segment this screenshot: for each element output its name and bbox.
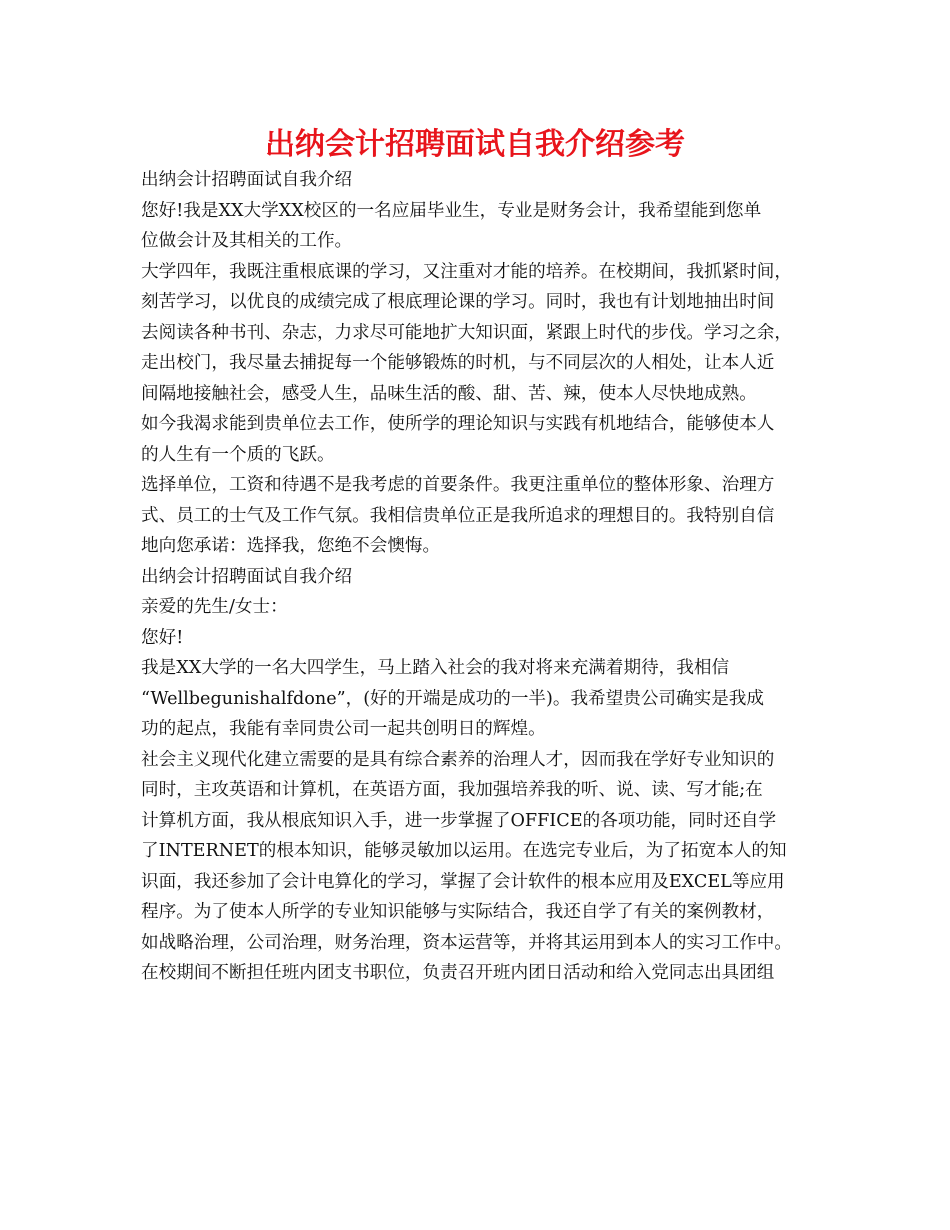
text-line: 社会主义现代化建立需要的是具有综合素养的治理人才，因而我在学好专业知识的 [141,749,775,770]
text-line: 了INTERNET的根本知识，能够灵敏加以运用。在选完专业后，为了拓宽本人的知 [141,841,787,861]
text-line: 程序。为了使本人所学的专业知识能够与实际结合，我还自学了有关的案例教材， [141,902,775,922]
text-line: 计算机方面，我从根底知识入手，进一步掌握了OFFICE的各项功能，同时还自学 [141,810,777,831]
text-line: 式、员工的士气及工作气氛。我相信贵单位正是我所追求的理想目的。我特别自信 [141,505,775,526]
text-line: 我是XX大学的一名大四学生，马上踏入社会的我对将来充满着期待，我相信 [141,658,730,678]
text-line: 地向您承诺：选择我，您绝不会懊悔。 [141,536,441,556]
text-line: 识面，我还参加了会计电算化的学习，掌握了会计软件的根本应用及EXCEL等应用 [141,871,785,892]
text-line: 选择单位，工资和待遇不是我考虑的首要条件。我更注重单位的整体形象、治理方 [141,475,775,495]
text-line: 功的起点，我能有幸同贵公司一起共创明日的辉煌。 [141,719,546,739]
text-line: 亲爱的先生/女士： [141,597,288,617]
text-line: 您好! [141,627,184,648]
document-title: 出纳会计招聘面试自我介绍参考 [265,127,685,162]
text-line: 出纳会计招聘面试自我介绍 [141,566,353,587]
text-line: 去阅读各种书刊、杂志，力求尽可能地扩大知识面，紧跟上时代的步伐。学习之余， [141,322,792,343]
text-line: 如战略治理，公司治理，财务治理，资本运营等，并将其运用到本人的实习工作中。 [141,932,792,953]
text-line: 间隔地接触社会，感受人生，品味生活的酸、甜、苦、辣，使本人尽快地成熟。 [141,383,757,404]
text-line: 刻苦学习，以优良的成绩完成了根底理论课的学习。同时，我也有计划地抽出时间 [141,292,775,312]
text-line: 如今我渴求能到贵单位去工作，使所学的理论知识与实践有机地结合，能够使本人 [141,414,775,434]
text-line: 您好!我是XX大学XX校区的一名应届毕业生，专业是财务会计，我希望能到您单 [141,200,762,221]
text-line: 出纳会计招聘面试自我介绍 [141,170,353,190]
text-line: 同时，主攻英语和计算机，在英语方面，我加强培养我的听、说、读、写才能;在 [141,780,763,800]
text-line: 走出校门，我尽量去捕捉每一个能够锻炼的时机，与不同层次的人相处，让本人近 [141,353,775,373]
text-line: 大学四年，我既注重根底课的学习，又注重对才能的培养。在校期间，我抓紧时间， [141,261,792,282]
text-line: 在校期间不断担任班内团支书职位，负责召开班内团日活动和给入党同志出具团组 [141,963,775,983]
document-body [141,165,823,989]
text-line: 位做会计及其相关的工作。 [141,231,353,251]
text-line: “Wellbegunishalfdone”，(好的开端是成功的一半)。我希望贵公司确实是我成 [141,688,764,709]
text-line: 的人生有一个质的飞跃。 [141,444,335,465]
